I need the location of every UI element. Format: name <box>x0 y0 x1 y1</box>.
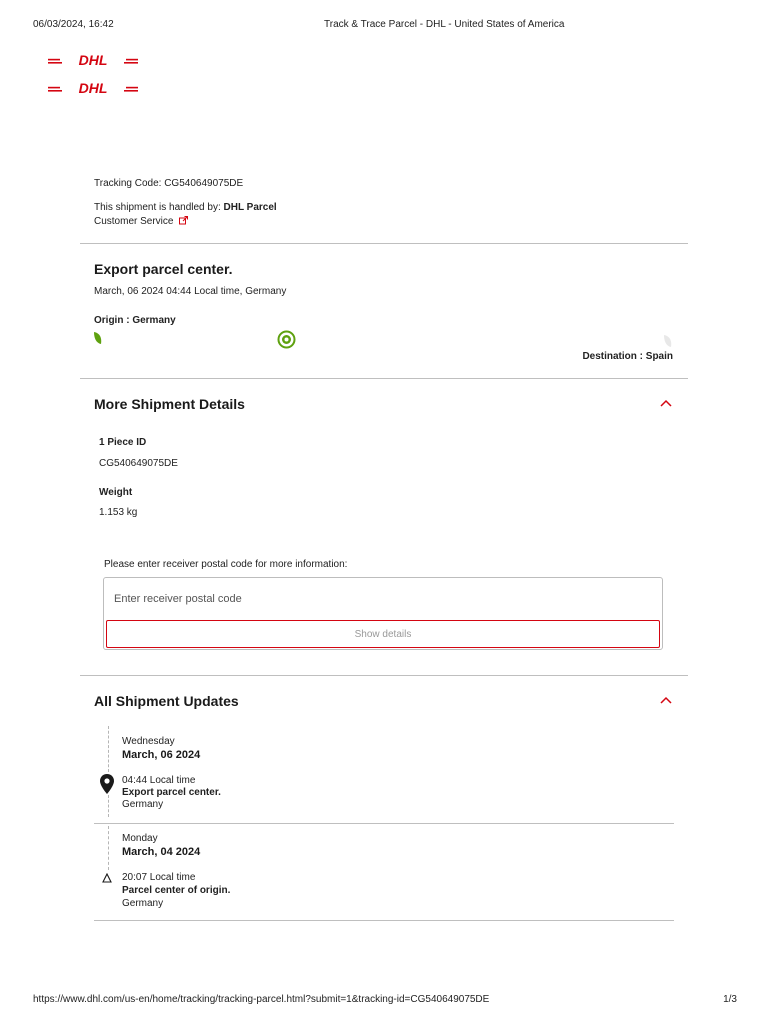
origin-leaf-icon <box>94 332 102 344</box>
postal-code-input[interactable] <box>104 578 662 619</box>
event-time: 20:07 Local time <box>122 872 196 883</box>
postal-code-prompt: Please enter receiver postal code for more information: <box>104 559 348 570</box>
tracking-code: Tracking Code: CG540649075DE <box>94 178 244 189</box>
event-date: March, 04 2024 <box>122 846 201 858</box>
dhl-logo-text-secondary: DHL <box>78 81 108 95</box>
show-details-button[interactable]: Show details <box>106 620 660 648</box>
shipment-details-title: More Shipment Details <box>94 396 245 412</box>
map-pin-icon <box>100 774 114 794</box>
dhl-logo-mark-secondary <box>48 81 138 95</box>
divider <box>80 378 688 379</box>
destination-label: Destination : Spain <box>582 351 673 362</box>
chevron-up-icon <box>659 695 673 705</box>
event-time: 04:44 Local time <box>122 775 196 786</box>
handled-by-label: This shipment is handled by: <box>94 202 224 213</box>
handled-by-name: DHL Parcel <box>223 202 277 213</box>
event-description: Export parcel center. <box>122 787 221 798</box>
event-location: Germany <box>122 799 164 810</box>
chevron-up-icon <box>659 398 673 408</box>
event-description: Parcel center of origin. <box>122 885 231 896</box>
print-datetime: 06/03/2024, 16:42 <box>33 19 114 30</box>
destination-leaf-icon <box>664 335 672 347</box>
shipment-updates-title: All Shipment Updates <box>94 693 239 709</box>
customer-service-label: Customer Service <box>94 216 174 227</box>
dhl-logo[interactable] <box>48 53 138 67</box>
divider <box>94 823 674 824</box>
timeline-line <box>108 826 109 870</box>
divider <box>80 243 688 244</box>
dhl-logo-secondary[interactable] <box>48 81 138 95</box>
event-weekday: Wednesday <box>122 736 175 747</box>
piece-id-value: CG540649075DE <box>99 458 178 469</box>
triangle-icon <box>102 873 112 883</box>
current-location-icon <box>277 330 296 349</box>
print-url: https://www.dhl.com/us-en/home/tracking/tracking-parcel.html?submit=1&tracking-id=CG540649075DE <box>33 994 490 1005</box>
event-weekday: Monday <box>122 833 158 844</box>
status-datetime: March, 06 2024 04:44 Local time, Germany <box>94 286 287 297</box>
divider <box>80 675 688 676</box>
print-page-title: Track & Trace Parcel - DHL - United States of America <box>324 19 565 30</box>
customer-service-link[interactable] <box>94 216 188 227</box>
shipment-updates-toggle[interactable] <box>80 677 688 723</box>
timeline-line <box>108 726 109 772</box>
origin-label: Origin : Germany <box>94 315 176 326</box>
print-page-number: 1/3 <box>723 994 737 1005</box>
weight-value: 1.153 kg <box>99 507 138 518</box>
status-title: Export parcel center. <box>94 261 233 277</box>
dhl-logo-mark <box>48 53 138 67</box>
dhl-logo-text: DHL <box>78 53 108 67</box>
postal-code-form <box>103 577 663 650</box>
piece-id-label: 1 Piece ID <box>99 437 147 448</box>
weight-label: Weight <box>99 487 133 498</box>
handled-by <box>94 202 277 213</box>
event-location: Germany <box>122 898 164 909</box>
divider <box>94 920 674 921</box>
shipment-details-toggle[interactable] <box>80 380 688 426</box>
timeline-line <box>108 795 109 817</box>
event-date: March, 06 2024 <box>122 749 201 761</box>
external-link-icon <box>179 216 188 225</box>
